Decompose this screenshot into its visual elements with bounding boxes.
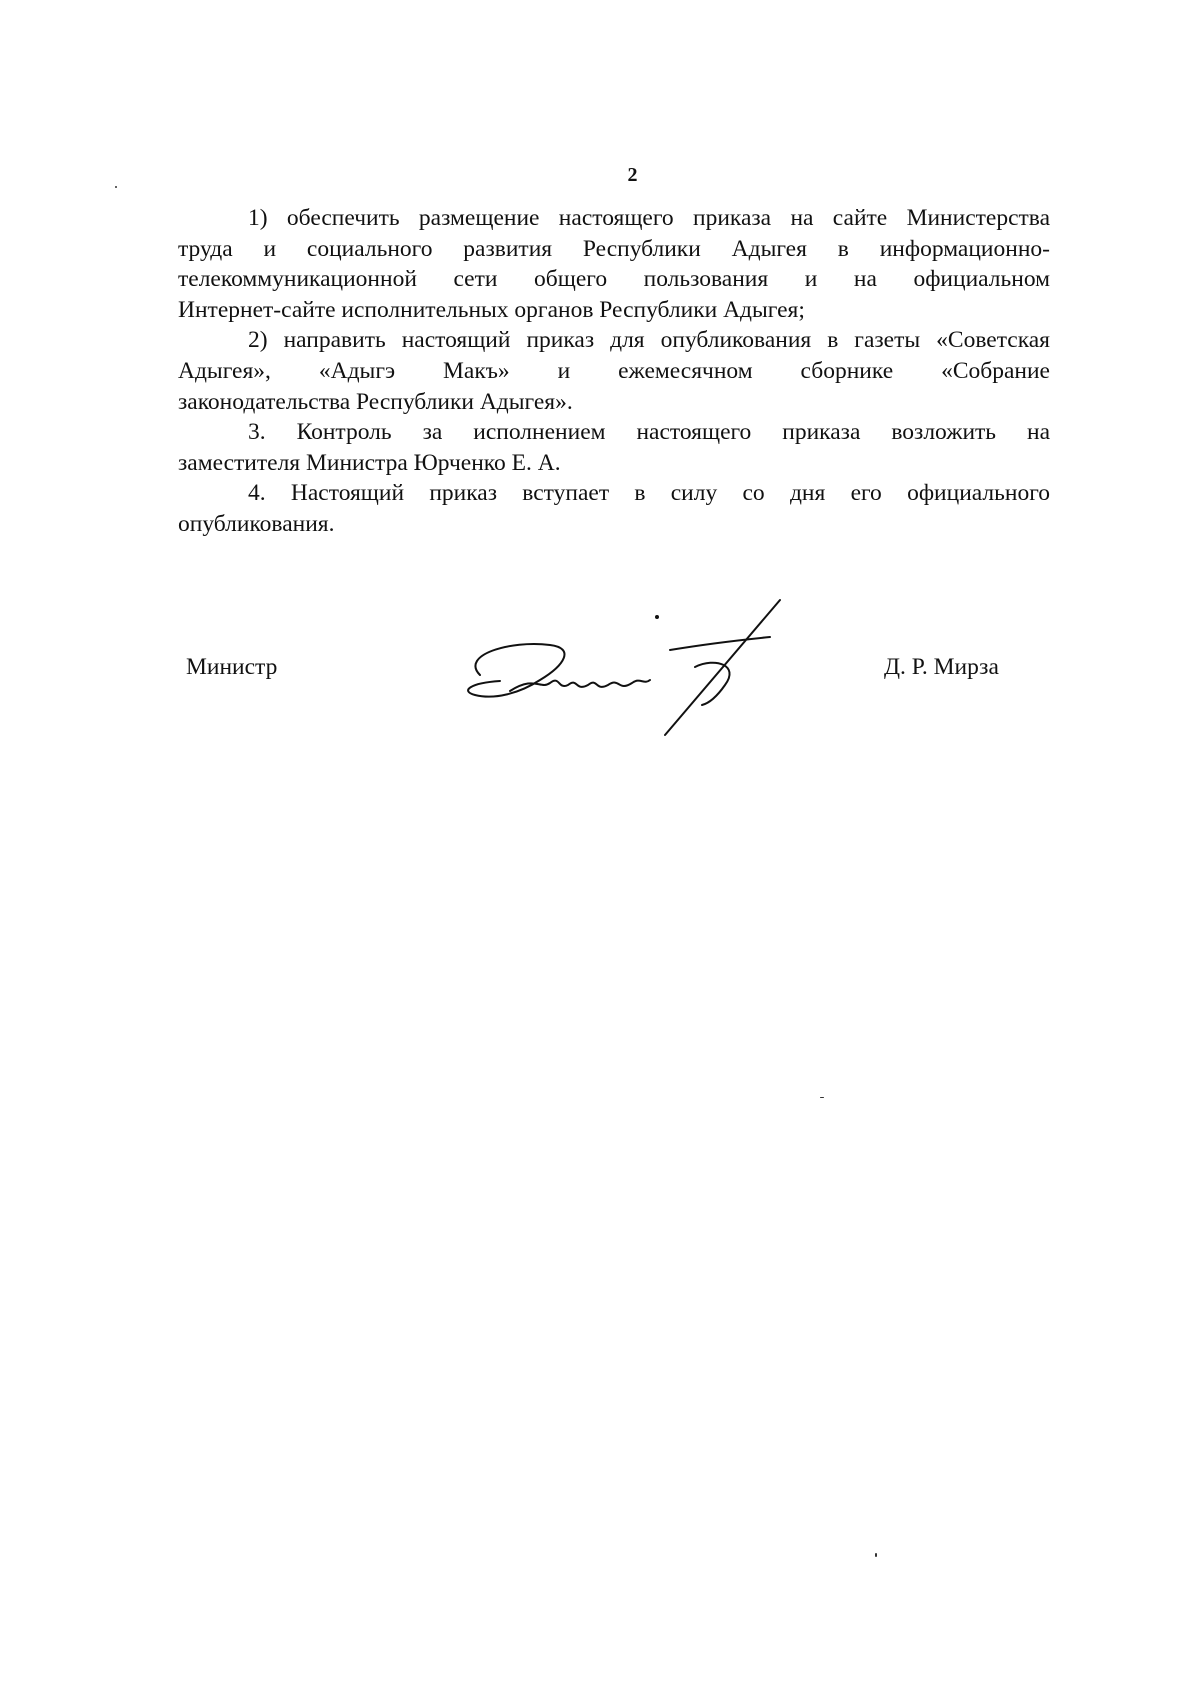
text-line: заместителя Министра Юрченко Е. А. <box>178 449 561 476</box>
paragraph-4 <box>178 478 1050 539</box>
document-body <box>178 203 1050 540</box>
paragraph-3 <box>178 417 1050 478</box>
handwritten-signature <box>440 595 800 745</box>
scan-speck <box>115 186 117 188</box>
paragraph-1 <box>178 203 1050 325</box>
text-line: опубликования. <box>178 510 335 537</box>
text-line: Интернет-сайте исполнительных органов Республики Адыгея; <box>178 296 805 323</box>
scan-speck <box>820 1097 824 1098</box>
text-line: Адыгея», «Адыгэ Макъ» и ежемесячном сборнике «Собрание <box>178 357 1050 384</box>
signatory-role: Министр <box>186 654 278 680</box>
text-line: 4. Настоящий приказ вступает в силу со дня его официального <box>248 480 1050 507</box>
paragraph-2 <box>178 325 1050 417</box>
text-line: 2) направить настоящий приказ для опубликования в газеты «Советская <box>248 327 1050 354</box>
text-line: 1) обеспечить размещение настоящего приказа на сайте Министерства <box>248 205 1050 231</box>
signatory-name: Д. Р. Мирза <box>884 654 999 680</box>
text-line: труда и социального развития Республики Адыгея в информационно- <box>178 235 1050 262</box>
page-number: 2 <box>627 164 638 186</box>
text-line: законодательства Республики Адыгея». <box>178 388 573 415</box>
text-line: 3. Контроль за исполнением настоящего приказа возложить на <box>248 419 1050 446</box>
scan-speck <box>875 1553 877 1557</box>
text-line: телекоммуникационной сети общего пользования и на официальном <box>178 266 1050 293</box>
